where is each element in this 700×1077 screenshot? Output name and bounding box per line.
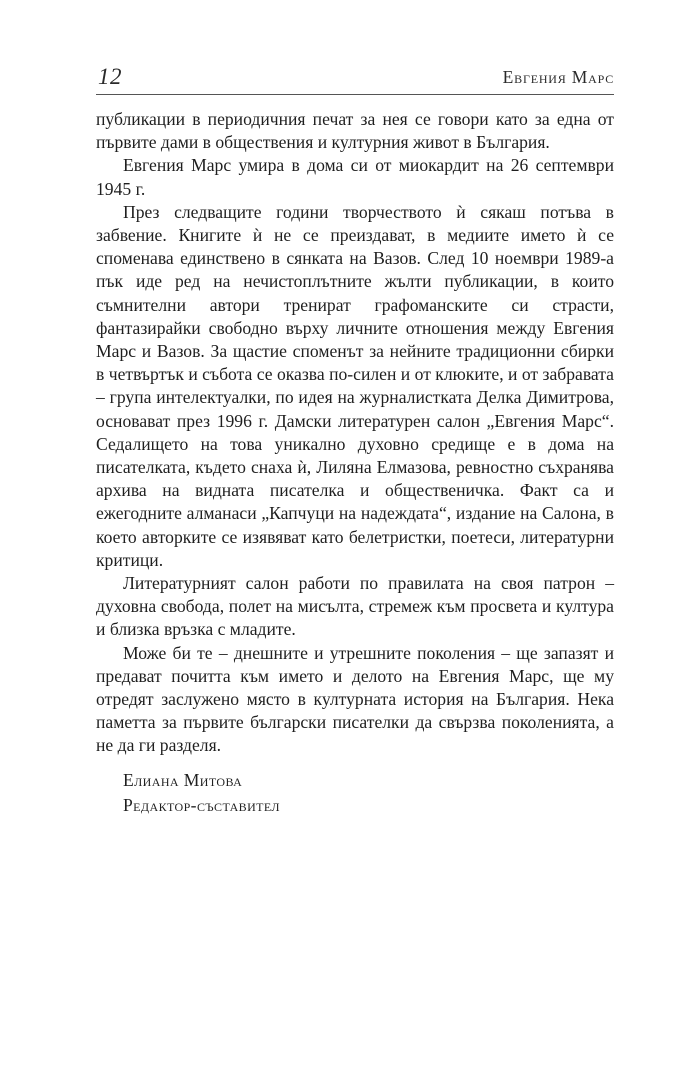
header-rule — [96, 94, 614, 95]
signature-role: Редактор-съставител — [123, 795, 280, 815]
signature-name: Елиана Митова — [123, 770, 243, 790]
paragraph-salon: Литературният салон работи по правилата на своя патрон – духовна свобода, полет на мисълта, стремеж към просвета и култура и близка връзка с младите. — [96, 573, 614, 640]
running-head: Евгения Марс — [502, 67, 614, 87]
paragraph-death: Евгения Марс умира в дома си от миокардит на 26 септември 1945 г. — [96, 155, 614, 199]
page-header — [96, 60, 614, 94]
page-number: 12 — [98, 64, 122, 89]
paragraph-future: Може би те – днешните и утрешните поколения – ще запазят и предават почитта към името и делото на Евгения Марс, ще му отредят заслужено място в културната история на България. Нека паметта за първите български писателки да свързва поколенията, а не да ги разделя. — [96, 642, 614, 756]
signature-block — [123, 768, 280, 818]
paragraph-oblivion: През следващите години творчеството ѝ сякаш потъва в забвение. Книгите ѝ не се преиздават, в медиите името ѝ се споменава единствено в сянката на Вазов. След 10 ноември 1989-а пък иде ред на нечистоплътните жълти публикации, в които съмнителни автори тренират графоманските си страсти, фантазирайки свободно върху личните отношения между Евгения Марс и Вазов. За щастие споменът за нейните традиционни сбирки в четвъртък и събота се оказва по-силен и от клюките, и от забравата – група интелектуалки, по идея на журналистката Делка Димитрова, основават през 1996 г. Дамски литературен салон „Евгения Марс“. Седалището на това уникално духовно средище е в дома на писателката, където снаха ѝ, Лиляна Елмазова, ревностно съхранява архива на видната писателка и общественичка. Факт са и ежегодните алманаси „Капчуци на надеждата“, издание на Салона, в което авторките се изявяват като белетристки, поетеси, литературни критици. — [96, 201, 614, 570]
paragraph-continuation: публикации в периодичния печат за нея се говори като за една от първите дами в обществения и културния живот в България. — [96, 109, 614, 153]
body-text — [96, 108, 614, 758]
